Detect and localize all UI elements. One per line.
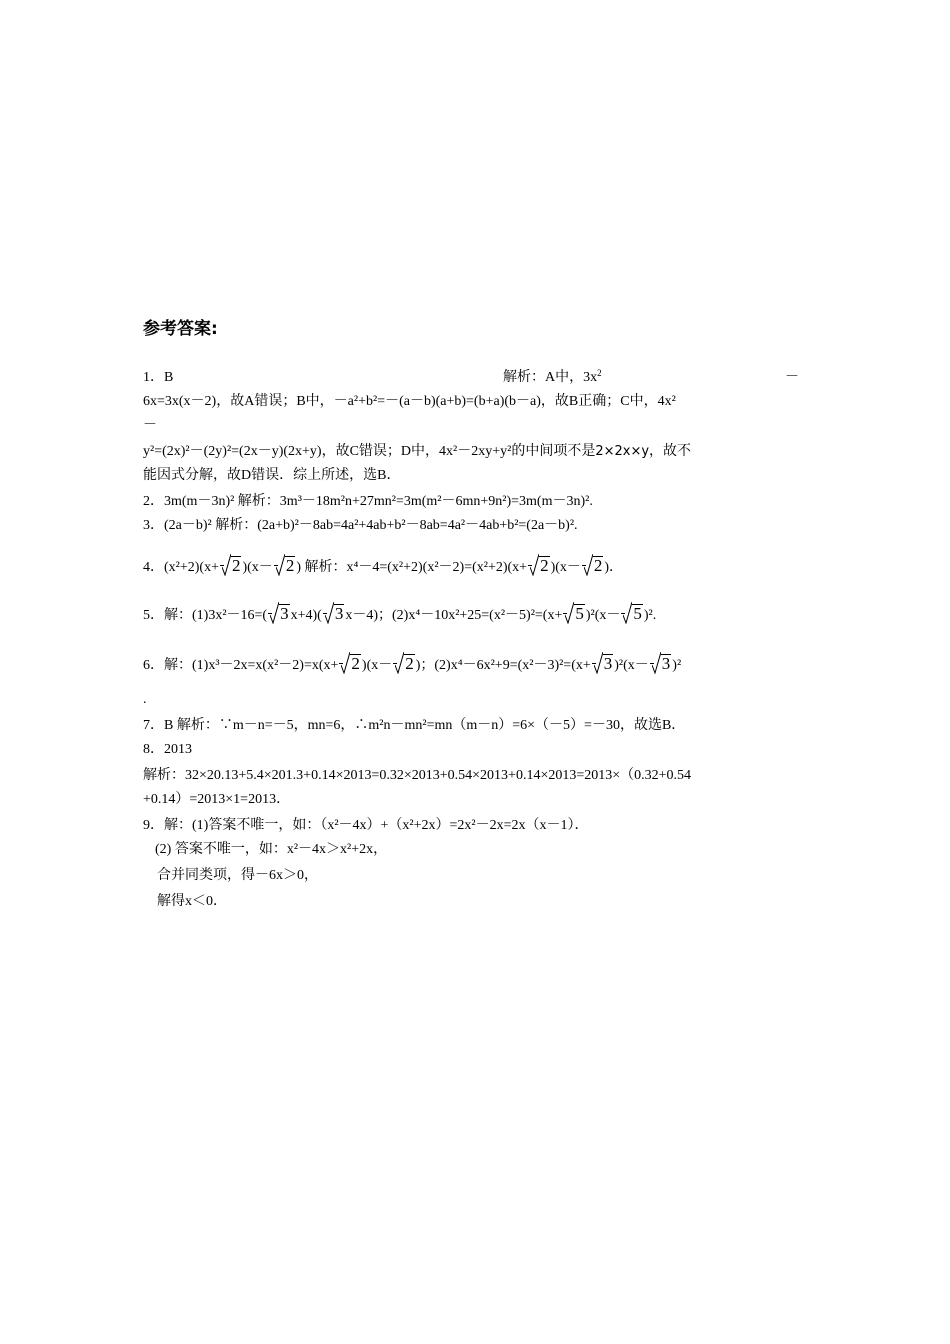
answer-1-line-1-right: － xyxy=(785,370,799,385)
sqrt-symbol: 2 xyxy=(582,556,604,576)
sqrt-symbol: 2 xyxy=(528,556,550,576)
sqrt-symbol: 2 xyxy=(393,654,415,674)
sqrt-symbol: 2 xyxy=(220,556,242,576)
answer-5: 5．解：(1)3x²－16=( 3 x+4)( 3 x－4)；(2)x⁴－10x²+25=(x²－5)²=(x+ 5 )²(x－ 5 )². xyxy=(143,604,657,623)
answer-8-line-2: 解析：32×20.13+5.4×201.3+0.14×2013=0.32×2013+0.54×2013+0.14×2013=2013×（0.32+0.54 xyxy=(143,768,692,783)
answer-2: 2．3m(m－3n)² 解析：3m³－18m²n+27mn²=3m(m²－6mn+9n²)=3m(m－3n)². xyxy=(143,494,593,509)
answer-1-line-5: 能因式分解，故D错误．综上所述，选B． xyxy=(143,468,401,483)
sqrt-symbol: 3 xyxy=(650,654,672,674)
sqrt-symbol: 2 xyxy=(339,654,361,674)
answer-9-line-1: 9．解：(1)答案不唯一，如：（x²－4x）+（x²+2x）=2x²－2x=2x（x－1）． xyxy=(143,818,589,833)
answer-7: 7．B 解析：∵m－n=－5，mn=6，∴m²n－mn²=mn（m－n）=6×（－5）=－30，故选B． xyxy=(143,718,686,733)
answer-4: 4．(x²+2)(x+ 2 )(x－ 2 ) 解析：x⁴－4=(x²+2)(x²－2)=(x²+2)(x+ 2 )(x－ 2 )． xyxy=(143,556,624,575)
answer-1-line-4: y²=(2x)²－(2y)²=(2x－y)(2x+y)，故C错误；D中，4x²－2xy+y²的中间项不是2×2x×y，故不 xyxy=(143,444,692,459)
sqrt-symbol: 2 xyxy=(274,556,296,576)
answer-8-line-3: +0.14）=2013×1=2013． xyxy=(143,792,291,807)
sqrt-symbol: 5 xyxy=(621,604,643,624)
page-heading: 参考答案: xyxy=(143,319,218,339)
answer-6: 6．解：(1)x³－2x=x(x²－2)=x(x+ 2 )(x－ 2 )；(2)x⁴－6x²+9=(x²－3)²=(x+ 3 )²(x－ 3 )² xyxy=(143,654,682,673)
answer-9-line-2: (2) 答案不唯一，如：x²－4x＞x²+2x， xyxy=(155,842,388,857)
answer-9-line-3: 合并同类项，得－6x＞0， xyxy=(157,868,318,883)
answer-3: 3．(2a－b)² 解析：(2a+b)²－8ab=4a²+4ab+b²－8ab=4a²－4ab+b²=(2a－b)². xyxy=(143,518,578,533)
answer-1-line-3: － xyxy=(143,418,157,433)
answer-8-line-1: 8．2013 xyxy=(143,742,192,757)
sqrt-symbol: 3 xyxy=(323,604,345,624)
sqrt-symbol: 3 xyxy=(592,654,614,674)
answer-9-line-4: 解得x＜0． xyxy=(157,894,227,909)
answer-1-line-1-left: 1．B xyxy=(143,370,174,385)
sqrt-symbol: 3 xyxy=(268,604,290,624)
sqrt-symbol: 5 xyxy=(563,604,585,624)
answer-1-line-1-mid: 解析：A中，$3x^2$ xyxy=(503,368,602,385)
answer-6-tail: . xyxy=(143,692,147,707)
answer-1-line-2: 6x=3x(x－2)，故A错误；B中，－a²+b²=－(a－b)(a+b)=(b+a)(b－a)，故B正确；C中，4x² xyxy=(143,394,676,409)
